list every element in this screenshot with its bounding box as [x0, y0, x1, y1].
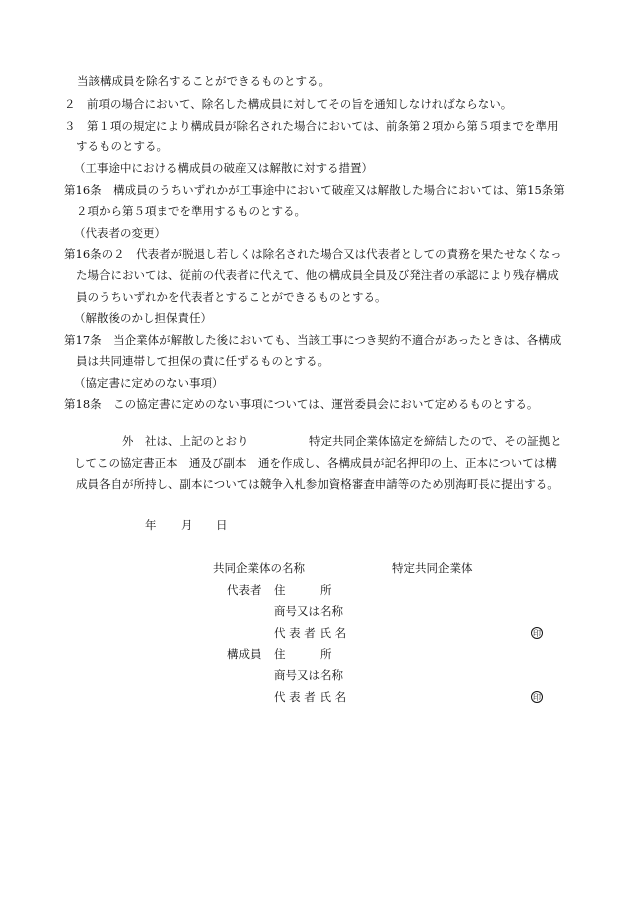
text-line: してこの協定書正本 通及び副本 通を作成し、各構成員が記名押印の上、正本については構 [74, 456, 557, 470]
text-line: 第16条 構成員のうちいずれかが工事途中において破産又は解散した場合においては、第15条第 [64, 183, 565, 197]
representative-label: 代表者 [227, 583, 262, 597]
article-heading: （代表者の変更） [74, 226, 166, 240]
date-day: 日 [216, 518, 228, 532]
text-line: 成員各自が所持し、副本については競争入札参加資格審査申請等のため別海町長に提出する。 [76, 477, 559, 491]
seal-mark: 印 [533, 693, 541, 702]
article-heading: （協定書に定めのない事項） [74, 376, 224, 390]
address-label: 住 所 [274, 647, 332, 661]
text-line: 第18条 この協定書に定めのない事項については、運営委員会において定めるものとする。 [64, 397, 539, 411]
text-line: 第17条 当企業体が解散した後においても、当該工事につき契約不適合があったときは、各構成 [64, 333, 562, 347]
address-label: 住 所 [274, 583, 332, 597]
representative-name-label: 代 表 者 氏 名 [274, 690, 347, 704]
text-line: 員のうちいずれかを代表者とすることができるものとする。 [76, 290, 387, 304]
text-line: 第16条の２ 代表者が脱退し若しくは除名された場合又は代表者としての責務を果たせなくなっ [64, 247, 562, 261]
seal-mark: 印 [533, 629, 541, 638]
text-line: ３ 第１項の規定により構成員が除名された場合においては、前条第２項から第５項までを準用 [64, 119, 559, 133]
jv-name-value: 特定共同企業体 [392, 561, 473, 575]
text-line: ２ 前項の場合において、除名した構成員に対してその旨を通知しなければならない。 [64, 97, 513, 111]
text-line: 外 社は、上記のとおり [122, 434, 249, 448]
date-month: 月 [181, 518, 193, 532]
article-heading: （工事途中における構成員の破産又は解散に対する措置） [74, 161, 373, 175]
text-line: 特定共同企業体協定を締結したので、その証拠と [309, 434, 562, 448]
text-line: た場合においては、従前の代表者に代えて、他の構成員全員及び発注者の承認により残存構成 [76, 268, 559, 282]
company-name-label: 商号又は名称 [274, 668, 343, 682]
text-line: ２項から第５項までを準用するものとする。 [76, 204, 306, 218]
member-label: 構成員 [227, 647, 262, 661]
text-line: 員は共同連帯して担保の責に任ずるものとする。 [76, 354, 329, 368]
text-line: するものとする。 [76, 139, 168, 153]
company-name-label: 商号又は名称 [274, 604, 343, 618]
date-year: 年 [145, 518, 157, 532]
jv-name-label: 共同企業体の名称 [213, 561, 305, 575]
article-heading: （解散後のかし担保責任） [74, 311, 212, 325]
text-line: 当該構成員を除名することができるものとする。 [77, 74, 330, 88]
representative-name-label: 代 表 者 氏 名 [274, 626, 347, 640]
